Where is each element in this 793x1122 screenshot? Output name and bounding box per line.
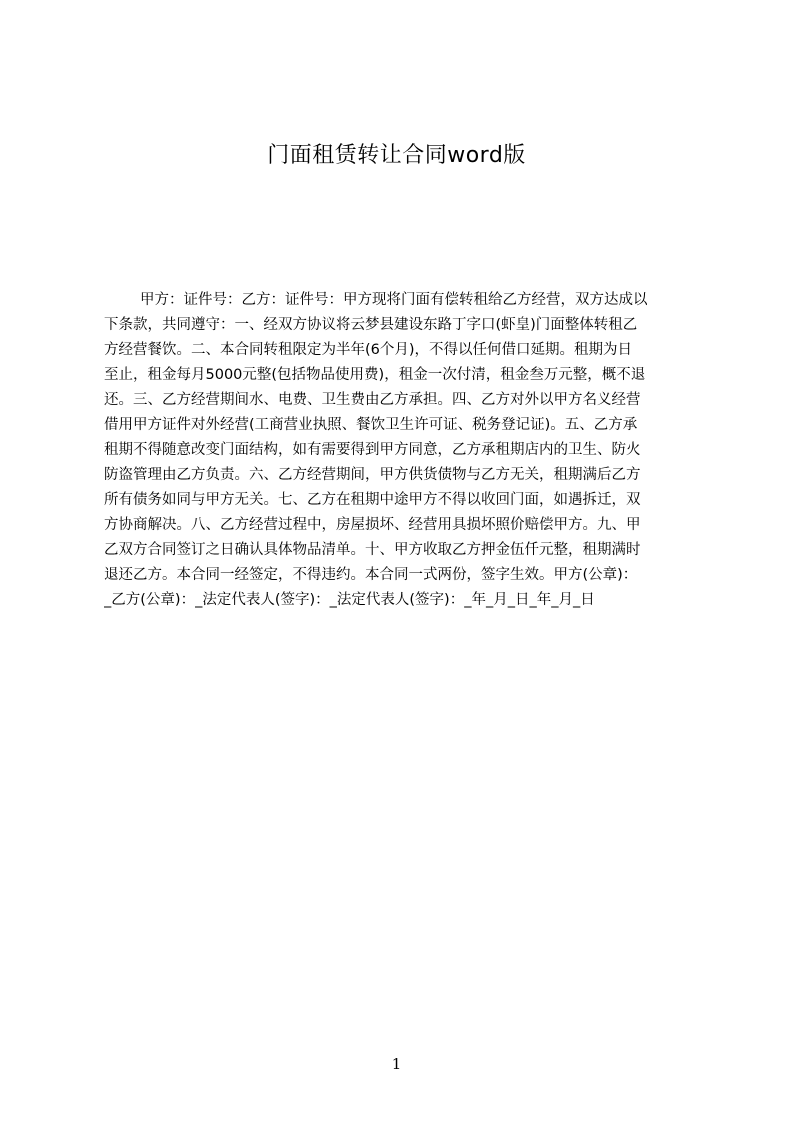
contract-line-5: 还。三、乙方经营期间水、电费、卫生费由乙方承担。四、乙方对外以甲方名义经营 [104,392,641,408]
contract-body [104,288,698,613]
contract-line-12: 退还乙方。本合同一经签定，不得违约。本合同一式两份，签字生效。甲方(公章)： [104,567,638,583]
page-number: 1 [391,1055,402,1073]
contract-line-13: _乙方(公章)：_法定代表人(签字)：_法定代表人(签字)：_年_月_日_年_月_日 [104,592,595,608]
contract-line-11: 乙双方合同签订之日确认具体物品清单。十、甲方收取乙方押金伍仟元整，租期满时 [104,542,641,558]
contract-line-2: 下条款，共同遵守：一、经双方协议将云梦县建设东路丁字口(虾皇)门面整体转租乙 [104,317,638,333]
contract-line-3: 方经营餐饮。二、本合同转租限定为半年(6个月)，不得以任何借口延期。租期为日 [104,342,633,358]
contract-line-8: 防盗管理由乙方负责。六、乙方经营期间，甲方供货债物与乙方无关，租期满后乙方 [104,467,641,483]
contract-line-7: 租期不得随意改变门面结构，如有需要得到甲方同意，乙方承租期店内的卫生、防火 [104,442,641,458]
contract-line-6: 借用甲方证件对外经营(工商营业执照、餐饮卫生许可证、税务登记证)。五、乙方承 [104,417,638,433]
contract-line-9: 所有债务如同与甲方无关。七、乙方在租期中途甲方不得以收回门面，如遇拆迁，双 [104,492,641,508]
contract-line-4: 至止，租金每月5000元整(包括物品使用费)，租金一次付清，租金叁万元整，概不退 [104,367,646,383]
contract-line-10: 方协商解决。八、乙方经营过程中，房屋损坏、经营用具损坏照价赔偿甲方。九、甲 [104,517,641,533]
document-title: 门面租赁转让合同word版 [267,143,526,168]
contract-line-1: 甲方：证件号：乙方：证件号：甲方现将门面有偿转租给乙方经营，双方达成以 [140,292,648,308]
